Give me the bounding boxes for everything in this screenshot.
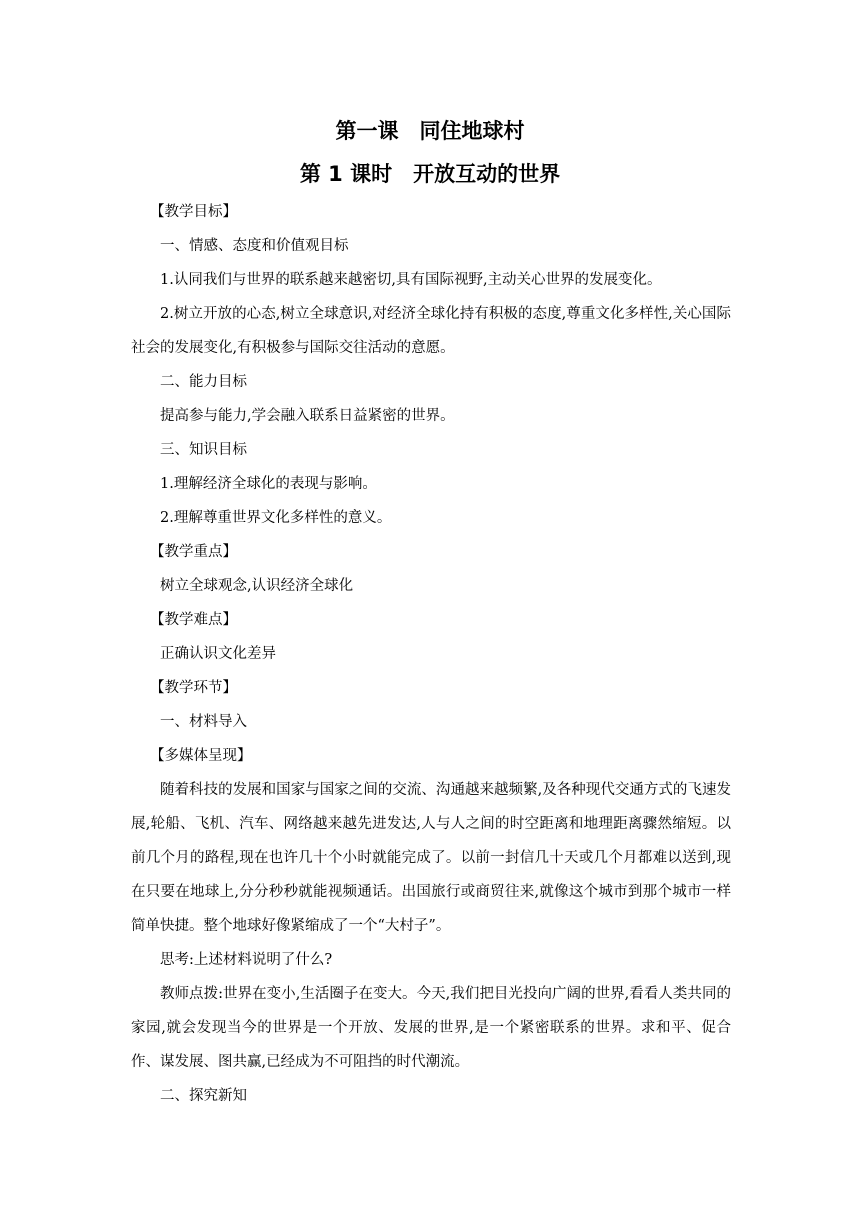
process-heading: 【教学环节】 xyxy=(150,680,237,696)
knowledge-item-2: 2.理解尊重世界文化多样性的意义。 xyxy=(160,510,392,526)
emotion-item-2: 2.树立开放的心态,树立全球意识,对经济全球化持有积极的态度,尊重文化多样性,关心国际社会的发展变化,有积极参与国际交往活动的意愿。 xyxy=(131,306,731,356)
key-points-text: 树立全球观念,认识经济全球化 xyxy=(160,578,354,594)
key-points-heading: 【教学重点】 xyxy=(150,544,237,560)
explore-heading: 二、探究新知 xyxy=(160,1088,247,1104)
think-question: 思考:上述材料说明了什么? xyxy=(160,952,333,968)
knowledge-item-1: 1.理解经济全球化的表现与影响。 xyxy=(160,476,377,492)
objectives-heading: 【教学目标】 xyxy=(150,204,237,220)
emotion-item-1: 1.认同我们与世界的联系越来越密切,具有国际视野,主动关心世界的发展变化。 xyxy=(160,272,662,288)
lesson-title: 第一课 同住地球村 xyxy=(335,119,525,143)
emotion-heading: 一、情感、态度和价值观目标 xyxy=(160,238,349,254)
ability-item-1: 提高参与能力,学会融入联系日益紧密的世界。 xyxy=(160,408,455,424)
knowledge-heading: 三、知识目标 xyxy=(160,442,247,458)
teacher-guidance-paragraph: 教师点拨:世界在变小,生活圈子在变大。今天,我们把目光投向广阔的世界,看看人类共同的家园,就会发现当今的世界是一个开放、发展的世界,是一个紧密联系的世界。求和平、促合作、谋发展、图共赢,已经成为不可阻挡的时代潮流。 xyxy=(131,986,731,1070)
multimedia-heading: 【多媒体呈现】 xyxy=(150,748,252,764)
intro-heading: 一、材料导入 xyxy=(160,714,247,730)
period-title: 第 1 课时 开放互动的世界 xyxy=(299,162,561,186)
difficulty-heading: 【教学难点】 xyxy=(150,612,237,628)
ability-heading: 二、能力目标 xyxy=(160,374,247,390)
difficulty-text: 正确认识文化差异 xyxy=(160,646,276,662)
material-paragraph: 随着科技的发展和国家与国家之间的交流、沟通越来越频繁,及各种现代交通方式的飞速发展,轮船、飞机、汽车、网络越来越先进发达,人与人之间的时空距离和地理距离骤然缩短。以前几个月的路程,现在也许几十个小时就能完成了。以前一封信几十天或几个月都难以送到,现在只要在地球上,分分秒秒就能视频通话。出国旅行或商贸往来,就像这个城市到那个城市一样简单快捷。整个地球好像紧缩成了一个“大村子”。 xyxy=(131,782,731,934)
